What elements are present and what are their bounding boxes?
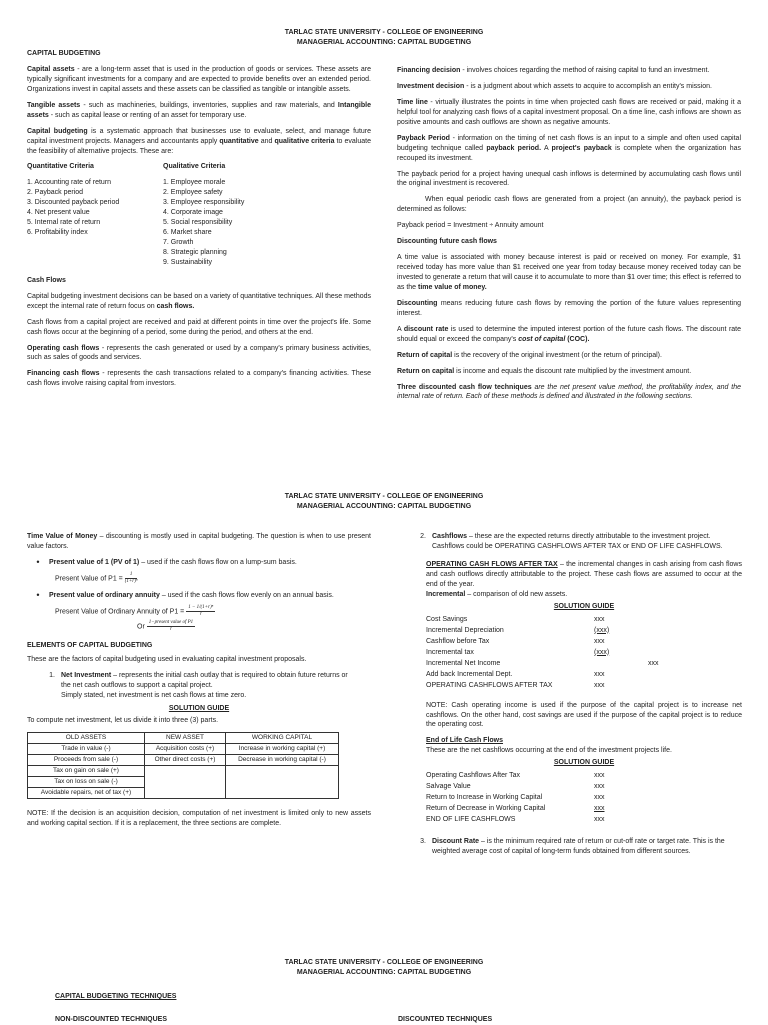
table-row xyxy=(426,669,659,680)
header-course: MANAGERIAL ACCOUNTING: CAPITAL BUDGETING xyxy=(296,969,472,976)
non-discounted-techniques-heading: NON-DISCOUNTED TECHNIQUES xyxy=(55,1016,168,1023)
capital-assets-paragraph: Capital assets - are a long-term asset that is used in the production of goods or services. These assets are typically significant investments for a company and are expected to provide benefits over an extended period. Organizations invest in capital assets and these assets can be classified as tangible or intangible assets. xyxy=(27,65,371,93)
elements-heading: ELEMENTS OF CAPITAL BUDGETING xyxy=(27,641,153,649)
list-item: 6. Profitability index xyxy=(27,229,88,237)
table-row xyxy=(426,680,659,691)
payback-period-paragraph: Payback Period - information on the timing of net cash flows is an input to a simple and often used capital budgeting technique called payback period. A project's payback is complete when the organization has recouped its investment. xyxy=(397,134,742,162)
table-row xyxy=(426,792,648,803)
guide-value: xxx xyxy=(594,783,605,791)
payback-equal-paragraph: When equal periodic cash flows are generated from a project (an annuity), the payback period is determined as follows: xyxy=(397,196,741,214)
table-cell: Tax on loss on sale (-) xyxy=(28,777,145,788)
header-course: MANAGERIAL ACCOUNTING: CAPITAL BUDGETING xyxy=(296,39,472,46)
page2-header xyxy=(0,492,768,512)
discounting-future-cash-flows-heading: Discounting future cash flows xyxy=(397,238,497,246)
pvoa-formula: Present Value of Ordinary Annuity of P1 = $\frac{\text{1 − 1/(1+r)ⁿ}}{r}$ xyxy=(55,604,214,617)
guide-label: Incremental Net Income xyxy=(426,659,501,667)
guide-value-2 xyxy=(648,680,659,691)
operating-cash-flows-paragraph: Operating cash flows - represents the cash generated or used by a company's primary business activities, such as sales of goods and services. xyxy=(27,344,371,362)
solution-guide-label: SOLUTION GUIDE xyxy=(553,602,615,610)
table-row xyxy=(426,814,648,825)
tangible-assets-paragraph: Tangible assets - such as machineries, buildings, inventories, supplies and raw materials, and Intangible assets - such as capital lease or renting of an asset for temporary use. xyxy=(27,101,371,119)
qualitative-criteria-heading: Qualitative Criteria xyxy=(163,163,226,171)
discounting-paragraph: Discounting means reducing future cash flows by removing the portion of the future values representing interest. xyxy=(397,299,741,317)
elements-paragraph: These are the factors of capital budgeting used in evaluating capital investment proposals. xyxy=(27,655,307,663)
table-cell: Trade in value (-) xyxy=(28,744,145,755)
guide-value: xxx xyxy=(594,681,605,689)
table-header-new-asset: NEW ASSET xyxy=(145,733,226,744)
net-investment-table xyxy=(27,732,339,799)
list-item: 3. Discounted payback period xyxy=(27,199,120,207)
guide-value: xxx xyxy=(594,615,605,623)
pvoa-bullet: • Present value of ordinary annuity – used if the cash flows flow evenly on an annual basis. xyxy=(27,591,371,601)
table-cell-empty xyxy=(145,766,226,799)
header-university: TARLAC STATE UNIVERSITY - COLLEGE OF ENGINEERING xyxy=(284,493,484,500)
net-investment-item: 1. Net Investment – represents the initial cash outlay that is required to obtain future returns or the net cash outflows to support a capital project. Simply stated, net investment is net cash flows at time zero. xyxy=(49,671,348,699)
table-cell: Decrease in working capital (-) xyxy=(226,755,339,766)
guide-value-2 xyxy=(648,647,659,658)
list-item: 1. Accounting rate of return xyxy=(27,179,112,187)
page2-right-column xyxy=(410,532,742,857)
guide-label: END OF LIFE CASHFLOWS xyxy=(426,816,516,824)
table-row xyxy=(426,658,659,669)
capital-budgeting-techniques-heading: CAPITAL BUDGETING TECHNIQUES xyxy=(55,993,177,1000)
page1-header xyxy=(0,28,768,48)
table-row xyxy=(426,614,659,625)
end-of-life-paragraph: These are the net cashflows occurring at the end of the investment projects life. xyxy=(426,747,672,755)
guide-value: xxx xyxy=(594,772,605,780)
guide-label: OPERATING CASHFLOWS AFTER TAX xyxy=(426,681,553,689)
capital-budgeting-title: CAPITAL BUDGETING xyxy=(27,50,101,57)
note-cost-savings: NOTE: Cash operating income is used if the purpose of the capital project is to increase net cashflows. On the other hand, cost savings are used if the purpose of the capital project is to reduce the operating cost. xyxy=(426,701,742,729)
guide-value: xxx xyxy=(594,637,605,645)
note-acquisition: NOTE: If the decision is an acquisition decision, computation of net investment is limited only to new assets and working capital section. If it is a replacement, the three sections are complete. xyxy=(27,810,371,828)
criteria-lists xyxy=(27,162,371,267)
header-university: TARLAC STATE UNIVERSITY - COLLEGE OF ENGINEERING xyxy=(284,959,484,966)
table-cell: Proceeds from sale (-) xyxy=(28,755,145,766)
list-item: 9. Sustainability xyxy=(163,258,213,266)
table-row xyxy=(426,770,648,781)
list-item: 5. Social responsibility xyxy=(163,219,233,227)
three-techniques-paragraph: Three discounted cash flow techniques are the net present value method, the profitability index, and the internal rate of return. Each of these methods is defined and illustrated in the following sections. xyxy=(397,383,741,401)
financing-decision-paragraph: Financing decision - involves choices regarding the method of raising capital to fund an investment. xyxy=(397,67,710,74)
discount-rate-item: 3. Discount Rate – is the minimum required rate of return or cut-off rate or target rate. This is the weighted average cost of capital of long-term funds obtained from different sources. xyxy=(420,838,725,856)
qualitative-criteria xyxy=(163,162,299,267)
financing-cash-flows-paragraph: Financing cash flows - represents the cash transactions related to a company's financing activities. These cash flows involve raising capital from investors. xyxy=(27,370,371,388)
pvoa-alt-formula: Or $\frac{\text{1−present value of P1}}{r}$ xyxy=(137,619,194,632)
guide-value: xxx xyxy=(594,794,605,802)
quantitative-criteria xyxy=(27,162,163,267)
page2-left-column xyxy=(27,532,371,835)
guide-value-2: xxx xyxy=(648,659,659,667)
list-item: 3. Employee responsibility xyxy=(163,199,245,207)
payback-unequal-paragraph: The payback period for a project having unequal cash inflows is determined by accumulating cash flows until the original investment is recovered. xyxy=(397,170,741,188)
guide-label: Add back Incremental Dept. xyxy=(426,670,513,678)
guide-label: Cashflow before Tax xyxy=(426,637,490,645)
cash-flows-paragraph-1: Capital budgeting investment decisions can be based on a variety of quantitative techniques. All these methods except the internal rate of return focus on cash flows. xyxy=(27,292,371,310)
table-cell-empty xyxy=(226,766,339,799)
quantitative-criteria-list xyxy=(27,178,163,238)
discount-rate-paragraph: A discount rate is used to determine the imputed interest portion of the future cash flows. The discount rate should equal or exceed the company's cost of capital (COC). xyxy=(397,325,742,343)
cash-flows-heading: Cash Flows xyxy=(27,276,66,284)
bullet-icon: • xyxy=(36,589,40,600)
list-item: 1. Employee morale xyxy=(163,179,226,187)
return-of-capital-paragraph: Return of capital is the recovery of the original investment (or the return of principal). xyxy=(397,351,662,359)
guide-value: (xxx) xyxy=(594,626,610,634)
end-of-life-heading: End of Life Cash Flows xyxy=(426,737,504,745)
operating-cashflows-section xyxy=(410,560,742,825)
guide-value-2 xyxy=(648,669,659,680)
table-row xyxy=(426,781,648,792)
table-cell: Acquisition costs (+) xyxy=(145,744,226,755)
qualitative-criteria-list xyxy=(163,178,299,267)
page3-header xyxy=(0,958,768,978)
time-value-of-money-paragraph: Time Value of Money – discounting is mostly used in capital budgeting. The question is when to use present value factors. xyxy=(27,533,371,550)
list-item: 2. Employee safety xyxy=(163,189,223,197)
guide-label: Return of Decrease in Working Capital xyxy=(426,805,546,813)
guide-label: Salvage Value xyxy=(426,783,471,791)
cashflows-item: 2. Cashflows – these are the expected returns directly attributable to the investment project. Cashflows could be OPERATING CASHFLOWS AFTER TAX or END OF LIFE CASHFLOWS. xyxy=(420,533,723,550)
guide-value: xxx xyxy=(594,670,605,678)
solution-guide-label: SOLUTION GUIDE xyxy=(553,759,615,767)
bullet-icon: • xyxy=(36,556,40,567)
guide-label: Operating Cashflows After Tax xyxy=(426,772,521,780)
table-header-working-capital: WORKING CAPITAL xyxy=(226,733,339,744)
list-item: 7. Growth xyxy=(163,239,194,246)
table-cell: Avoidable repairs, net of tax (+) xyxy=(28,788,145,799)
table-header-old-assets: OLD ASSETS xyxy=(28,733,145,744)
table-cell: Tax on gain on sale (+) xyxy=(28,766,145,777)
guide-value: (xxx) xyxy=(594,648,610,656)
guide-value: xxx xyxy=(594,805,605,813)
ocfat-paragraph: OPERATING CASH FLOWS AFTER TAX – the incremental changes in cash arising from cash flows and cash outflows directly attributable to the project. These cash flows are assumed to occur at the end of the year. xyxy=(426,560,742,588)
investment-decision-paragraph: Investment decision - is a judgment about which assets to acquire to accomplish an entity's mission. xyxy=(397,82,712,90)
incremental-line: Incremental – comparison of old new assets. xyxy=(426,590,568,598)
table-cell: Increase in working capital (+) xyxy=(226,744,339,755)
header-university: TARLAC STATE UNIVERSITY - COLLEGE OF ENGINEERING xyxy=(284,29,484,36)
table-row xyxy=(426,803,648,814)
guide-value: xxx xyxy=(594,816,605,824)
pv1-bullet: • Present value of 1 (PV of 1) – used if the cash flows flow on a lump-sum basis. xyxy=(27,558,371,568)
guide-value xyxy=(594,658,648,669)
list-item: 4. Net present value xyxy=(27,209,90,217)
return-on-capital-paragraph: Return on capital is income and equals the discount rate multiplied by the investment amount. xyxy=(397,367,692,375)
capital-budgeting-paragraph: Capital budgeting is a systematic approach that businesses use to evaluate, select, and manage future capital investment projects. Managers and accountants apply quantitative and qualitative criteria to evaluate the feasibility of alternative projects. These are: xyxy=(27,127,372,155)
table-row xyxy=(426,625,659,636)
list-item: 2. Payback period xyxy=(27,189,84,197)
solution-guide-label: SOLUTION GUIDE xyxy=(168,705,230,713)
guide-label: Incremental Depreciation xyxy=(426,626,504,634)
operating-cashflow-guide xyxy=(426,614,659,691)
guide-value-2 xyxy=(648,636,659,647)
list-item: 6. Market share xyxy=(163,229,212,237)
end-of-life-guide xyxy=(426,770,648,825)
payback-formula: Payback period = Investment ÷ Annuity amount xyxy=(397,222,544,230)
time-line-paragraph: Time line - virtually illustrates the points in time when projected cash flows are received or paid, making it a helpful tool for analyzing cash flows of a capital investment proposal. On a time line, cash inflows are shown as positive amounts and cash outflows are shown as negative amounts. xyxy=(397,98,741,126)
guide-value-2 xyxy=(648,614,659,625)
guide-label: Return to Increase in Working Capital xyxy=(426,794,543,802)
guide-label: Incremental tax xyxy=(426,648,474,656)
header-course: MANAGERIAL ACCOUNTING: CAPITAL BUDGETING xyxy=(296,503,472,510)
list-item: 4. Corporate image xyxy=(163,209,223,217)
table-cell: Other direct costs (+) xyxy=(145,755,226,766)
cash-flows-paragraph-2: Cash flows from a capital project are received and paid at different points in time over the project's life. Some cash flows occur at the beginning of a period, some during the period, and others at the end. xyxy=(27,318,371,336)
table-row xyxy=(426,647,659,658)
page1-right-column xyxy=(397,66,741,408)
list-item: 8. Strategic planning xyxy=(163,248,227,256)
time-value-paragraph: A time value is associated with money because interest is paid or received on money. For example, $1 received today has more value than $1 received one year from today because money received today can be invested to generate a return that will cause it to accumulate to more than $1 over time; this effect is referred to as the time value of money. xyxy=(397,254,741,291)
discounted-techniques-heading: DISCOUNTED TECHNIQUES xyxy=(398,1016,493,1023)
guide-label: Cost Savings xyxy=(426,615,468,623)
compute-paragraph: To compute net investment, let us divide it into three (3) parts. xyxy=(27,717,219,725)
quantitative-criteria-heading: Quantitative Criteria xyxy=(27,163,94,171)
pv1-formula: Present Value of P1 = $\frac{1}{\text{(1+r)ⁿ}}$ xyxy=(55,571,138,584)
guide-value-2 xyxy=(648,625,659,636)
page1-left-column xyxy=(27,49,371,395)
table-row xyxy=(426,636,659,647)
list-item: 5. Internal rate of return xyxy=(27,219,101,227)
